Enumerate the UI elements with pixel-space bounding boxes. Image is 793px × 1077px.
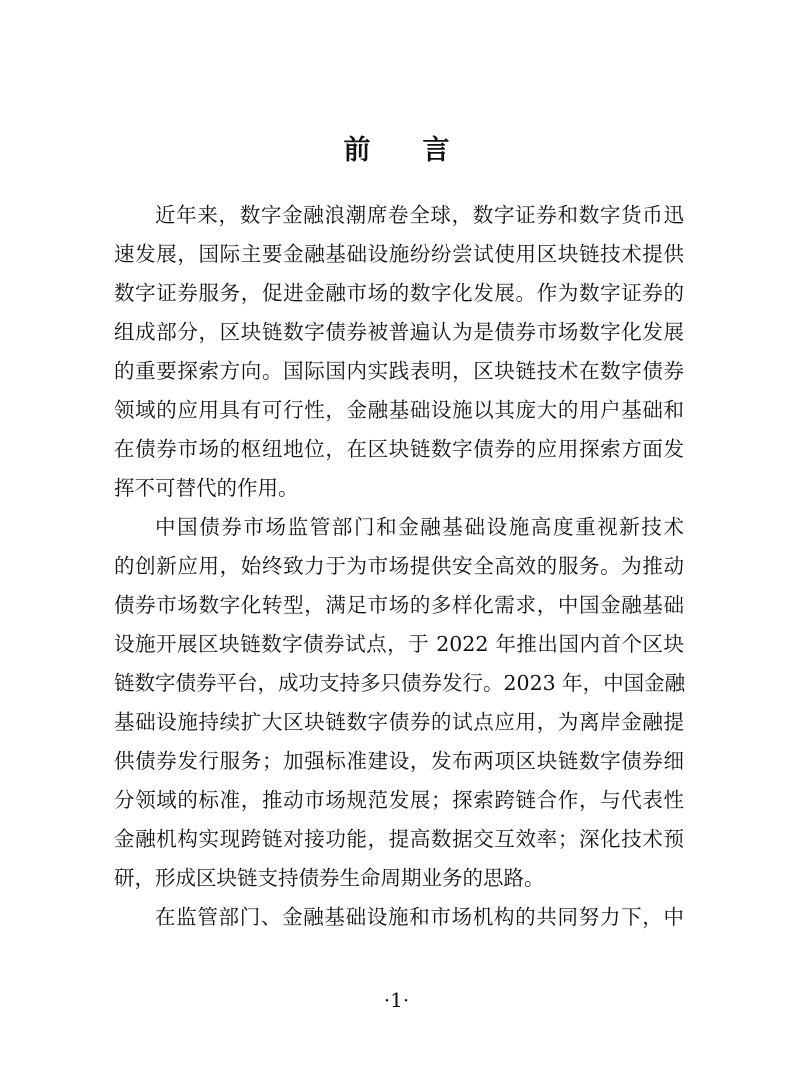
paragraph-2-line-6: 基础设施持续扩大区块链数字债券的试点应用，为离岸金融提 [114, 710, 684, 734]
title-char-2: 言 [422, 135, 450, 166]
preface-body [114, 196, 684, 937]
paragraph-1-line-6: 领域的应用具有可行性，金融基础设施以其庞大的用户基础和 [114, 398, 684, 422]
paragraph-1-line-1: 近年来，数字金融浪潮席卷全球，数字证券和数字货币迅 [155, 203, 684, 227]
paragraph-1-line-3: 数字证券服务，促进金融市场的数字化发展。作为数字证券的 [114, 281, 684, 305]
paragraph-1-line-4: 组成部分，区块链数字债券被普遍认为是债券市场数字化发展 [114, 320, 684, 344]
paragraph-2-line-2: 的创新应用，始终致力于为市场提供安全高效的服务。为推动 [114, 554, 684, 578]
paragraph-2-line-9: 金融机构实现跨链对接功能，提高数据交互效率；深化技术预 [114, 827, 684, 851]
paragraph-2-line-3: 债券市场数字化转型，满足市场的多样化需求，中国金融基础 [114, 593, 684, 617]
paragraph-2-line-8: 分领域的标准，推动市场规范发展；探索跨链合作，与代表性 [114, 788, 684, 812]
paragraph-2-line-1: 中国债券市场监管部门和金融基础设施高度重视新技术 [155, 515, 684, 539]
paragraph-2-line-5: 链数字债券平台，成功支持多只债券发行。2023 年，中国金融 [114, 671, 686, 695]
paragraph-2-line-4: 设施开展区块链数字债券试点，于 2022 年推出国内首个区块 [114, 632, 684, 656]
paragraph-2-line-7: 供债券发行服务；加强标准建设，发布两项区块链数字债券细 [114, 749, 684, 773]
page-number: ·1· [383, 988, 410, 1012]
paragraph-1-line-2: 速发展，国际主要金融基础设施纷纷尝试使用区块链技术提供 [114, 242, 684, 266]
paragraph-2-line-10: 研，形成区块链支持债券生命周期业务的思路。 [114, 866, 545, 890]
paragraph-1-line-7: 在债券市场的枢纽地位，在区块链数字债券的应用探索方面发 [114, 437, 684, 461]
paragraph-3-line-1: 在监管部门、金融基础设施和市场机构的共同努力下，中 [155, 905, 684, 929]
page-title [0, 128, 793, 167]
paragraph-1-line-8: 挥不可替代的作用。 [114, 476, 299, 500]
paragraph-1-line-5: 的重要探索方向。国际国内实践表明，区块链技术在数字债券 [114, 359, 684, 383]
title-char-1: 前 [343, 135, 371, 166]
